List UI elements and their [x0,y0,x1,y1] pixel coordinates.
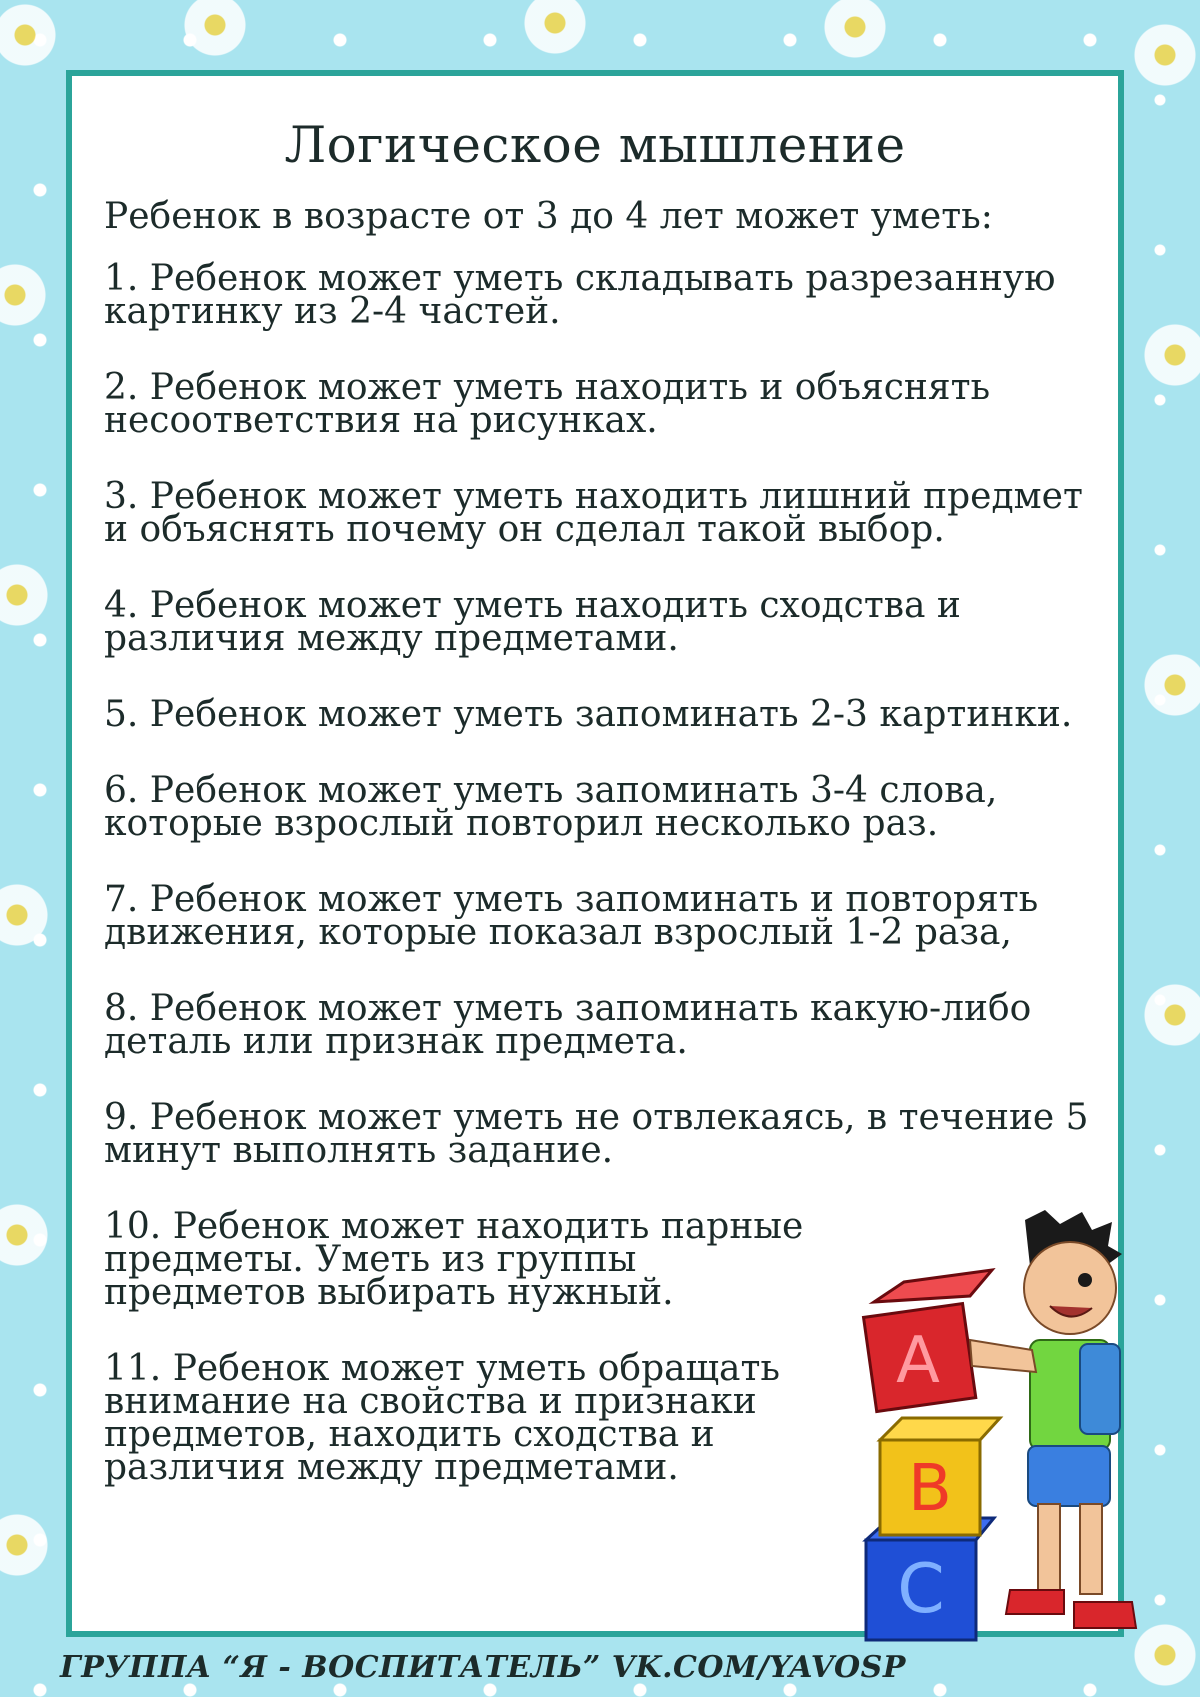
list-item: 2. Ребенок может уметь находить и объяснять несоответствия на рисунках. [104,367,991,441]
list-item: 1. Ребенок может уметь складывать разрезанную картинку из 2-4 частей. [104,258,1056,332]
daisy-decoration [0,260,50,330]
page-title: Логическое мышление [284,116,906,174]
block-c-letter: C [897,1550,945,1629]
daisy-decoration [180,0,250,60]
daisy-decoration [0,1510,52,1580]
daisy-decoration [0,0,60,70]
block-a-letter: A [896,1324,940,1398]
list-item: 11. Ребенок может уметь обращать внимание на свойства и признаки предметов, находить сходства и различия между предметами. [104,1348,781,1488]
list-item: 8. Ребенок может уметь запоминать какую-либо деталь или признак предмета. [104,988,1032,1062]
daisy-decoration [1140,320,1200,390]
list-item: 10. Ребенок может находить парные предметы. Уметь из группы предметов выбирать нужный. [104,1206,804,1313]
daisy-decoration [0,1200,52,1270]
list-item: 3. Ребенок может уметь находить лишний предмет и объяснять почему он сделал такой выбор. [104,476,1083,550]
block-b-letter: B [908,1452,952,1526]
list-item: 6. Ребенок может уметь запоминать 3-4 слова, которые взрослый повторил несколько раз. [104,770,998,844]
daisy-decoration [1130,20,1200,90]
daisy-decoration [1140,980,1200,1050]
list-item: 9. Ребенок может уметь не отвлекаясь, в течение 5 минут выполнять задание. [104,1097,1089,1171]
daisy-decoration [0,880,52,950]
daisy-decoration [820,0,890,62]
boy-with-blocks-illustration [860,1210,1180,1650]
intro-text: Ребенок в возрасте от 3 до 4 лет может уметь: [104,196,993,237]
list-item: 4. Ребенок может уметь находить сходства и различия между предметами. [104,585,961,659]
footer-credit: ГРУППА “Я - ВОСПИТАТЕЛЬ” VK.COM/YAVOSP [60,1650,906,1685]
list-item: 5. Ребенок может уметь запоминать 2-3 картинки. [104,694,1073,735]
list-item: 7. Ребенок может уметь запоминать и повторять движения, которые показал взрослый 1-2 раза, [104,879,1039,953]
daisy-decoration [0,560,52,630]
daisy-decoration [520,0,590,58]
daisy-decoration [1140,650,1200,720]
